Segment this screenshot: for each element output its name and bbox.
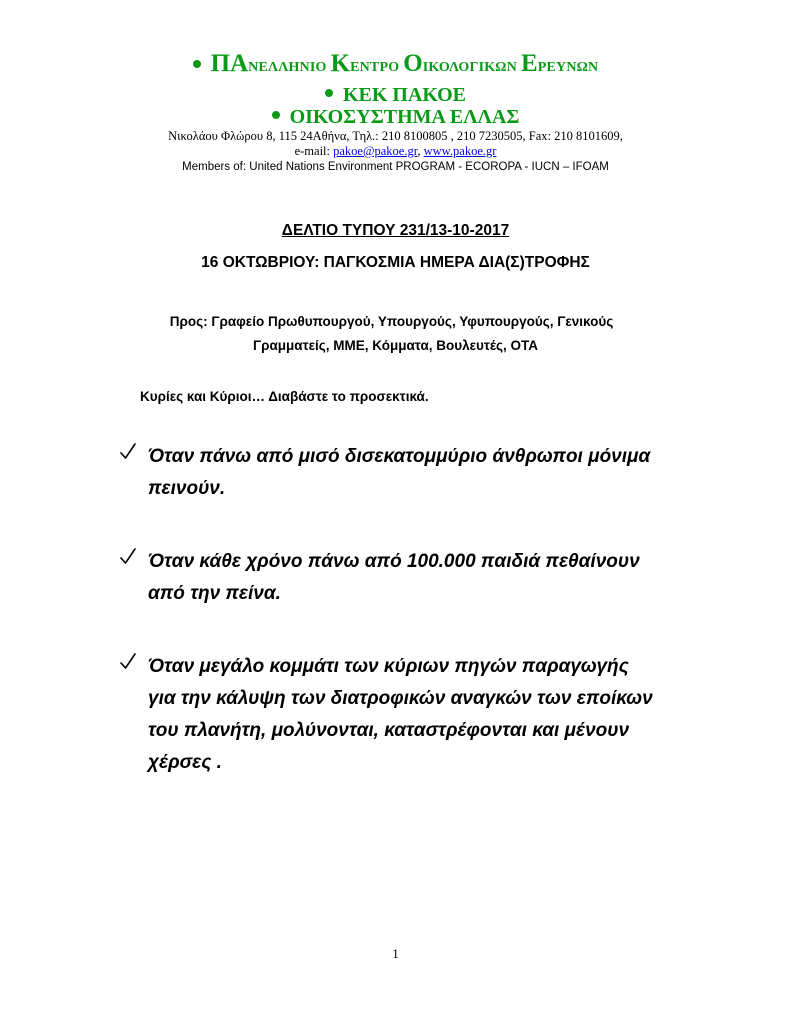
website-link[interactable]: www.pakoe.gr [423, 144, 497, 158]
checkmark-icon [120, 441, 136, 461]
address-line: Νικολάου Φλώρου 8, 115 24Αθήνα, Τηλ.: 210 8100805 , 210 7230505, Fax: 210 8101609, [168, 129, 623, 143]
list-item-line: από την πείνα. [148, 583, 281, 604]
ecosystem-line [0, 106, 791, 129]
list-item-line: για την κάλυψη των διατροφικών αναγκών των εποίκων [148, 688, 653, 709]
org-name-rest-4: ΡΕΥΝΩΝ [537, 60, 599, 75]
bullet-icon [272, 111, 280, 119]
members-line: Members of: United Nations Environment PROGRAM - ECOROPA - IUCN – IFOAM [182, 161, 609, 173]
bullet-icon [193, 60, 201, 68]
list-item-line: Όταν κάθε χρόνο πάνω από 100.000 παιδιά πεθαίνουν [148, 551, 640, 572]
list-item [120, 546, 708, 610]
recipients-line-2: Γραμματείς, ΜΜΕ, Κόμματα, Βουλευτές, ΟΤΑ [253, 338, 538, 353]
list-item-line: πεινούν. [148, 478, 226, 499]
org-name-rest-2: ΕΝΤΡΟ [350, 60, 400, 75]
list-item [120, 441, 708, 505]
checkmark-icon [120, 651, 136, 671]
list-item-text [148, 546, 708, 610]
org-name-rest-1: ΝΕΛΛΗΝΙΟ [248, 60, 327, 75]
kek-name: ΚΕΚ ΠΑΚΟΕ [342, 84, 467, 106]
page-number: 1 [392, 946, 399, 961]
list-item [120, 651, 708, 779]
press-release-headline: 16 ΟΚΤΩΒΡΙΟΥ: ΠΑΓΚΟΣΜΙΑ ΗΜΕΡΑ ΔΙΑ(Σ)ΤΡΟΦΗΣ [201, 254, 590, 271]
org-name-line [0, 50, 791, 78]
org-name-cap-2: Κ [330, 50, 351, 77]
list-item-line: Όταν μεγάλο κομμάτι των κύριων πηγών παραγωγής [148, 656, 629, 677]
ecosystem-name: ΟΙΚΟΣΥΣΤΗΜΑ ΕΛΛΑΣ [289, 106, 520, 128]
org-name-cap-1: ΠΑ [210, 50, 249, 77]
checkmark-icon [120, 546, 136, 566]
email-prefix: e-mail: [294, 144, 334, 158]
press-release-number: ΔΕΛΤΙΟ ΤΥΠΟΥ 231/13-10-2017 [281, 222, 510, 239]
list-item-text [148, 441, 708, 505]
list-item-text [148, 651, 708, 779]
list-item-line: χέρσες . [148, 752, 222, 773]
org-name-cap-3: Ο [403, 50, 423, 77]
list-item-line: του πλανήτη, μολύνονται, καταστρέφονται και μένουν [148, 720, 630, 741]
contact-separator: , [417, 144, 424, 158]
org-name-rest-3: ΙΚΟΛΟΓΙΚΩΝ [422, 60, 518, 75]
org-name-cap-4: Ε [521, 50, 538, 77]
bullet-icon [325, 89, 333, 97]
list-item-line: Όταν πάνω από μισό δισεκατομμύριο άνθρωποι μόνιμα [148, 446, 651, 467]
contact-line [0, 144, 791, 159]
recipients-line-1: Προς: Γραφείο Πρωθυπουργού, Υπουργούς, Υφυπουργούς, Γενικούς [169, 314, 614, 329]
email-link[interactable]: pakoe@pakoe.gr [333, 144, 418, 158]
greeting: Κυρίες και Κύριοι… Διαβάστε το προσεκτικά. [140, 389, 429, 404]
kek-line [0, 84, 791, 107]
